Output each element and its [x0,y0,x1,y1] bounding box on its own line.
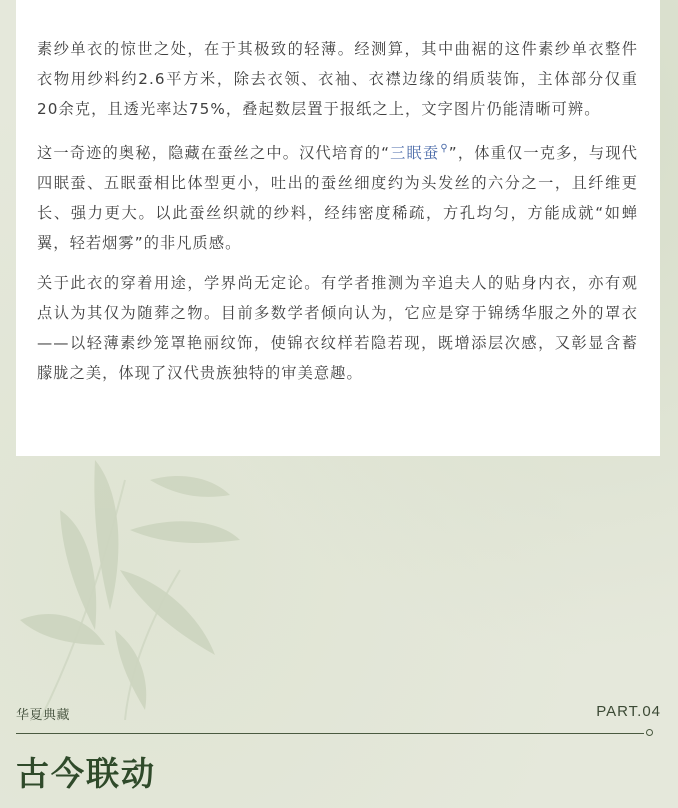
section-divider [16,733,644,734]
article-paragraph-2 [37,134,638,258]
section-part-number: PART.04 [596,703,661,720]
paragraph-2-text-after: ”，体重仅一克多，与现代四眠蚕、五眠蚕相比体型更小，吐出的蚕丝细度约为头发丝的六分之一，且纤维更长、强力更大。以此蚕丝织就的纱料，经纬密度稀疏，方孔均匀，方能成就“如蝉翼，轻若烟雾”的非凡质感。 [37,144,638,252]
article-paragraph-1: 素纱单衣的惊世之处，在于其极致的轻薄。经测算，其中曲裾的这件素纱单衣整件衣物用纱料约2.6平方米，除去衣领、衣袖、衣襟边缘的绢质装饰，主体部分仅重20余克，且透光率达75%，叠起数层置于报纸之上，文字图片仍能清晰可辨。 [37,40,638,118]
search-icon[interactable]: ⚲ [440,143,449,154]
divider-circle-ornament [646,729,653,736]
article-paragraph-3: 关于此衣的穿着用途，学界尚无定论。有学者推测为辛追夫人的贴身内衣，亦有观点认为其仅为随葬之物。目前多数学者倾向认为，它应是穿于锦绣华服之外的罩衣——以轻薄素纱笼罩艳丽纹饰，使锦衣纹样若隐若现，既增添层次感，又彰显含蓄朦胧之美，体现了汉代贵族独特的审美意趣。 [37,274,638,382]
section-label: 华夏典藏 [16,708,71,723]
section-title: 古今联动 [16,754,156,793]
paragraph-2-text-before: 这一奇迹的奥秘，隐藏在蚕丝之中。汉代培育的“ [37,144,391,162]
article-card [16,0,660,456]
bamboo-leaves-decoration [0,420,360,720]
keyword-link-sanmiancan[interactable]: 三眠蚕 [390,144,440,162]
